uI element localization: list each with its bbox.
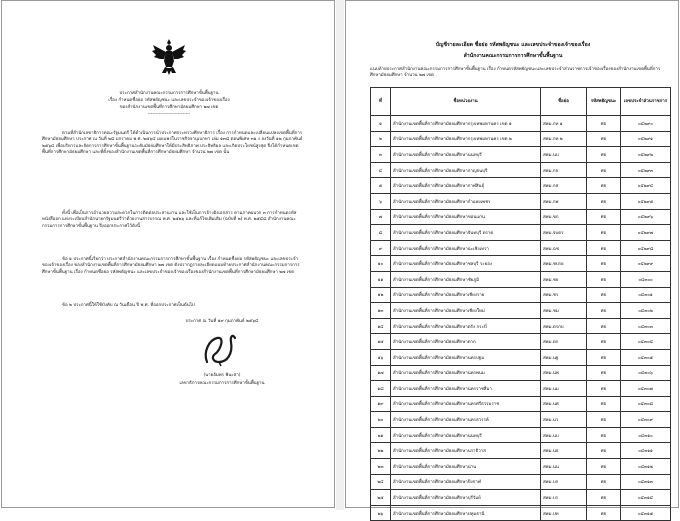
row-number: ๑๔: [371, 318, 391, 334]
abbreviation: สพม.ชม: [541, 303, 587, 319]
letter-code: ศธ: [587, 116, 621, 132]
abbreviation: สพม.นฐ: [541, 349, 587, 365]
abbreviation: สพม.นบ: [541, 427, 587, 443]
row-number: ๒๔: [371, 474, 391, 490]
letter-code: ศธ: [587, 459, 621, 475]
table-row: [371, 178, 671, 194]
letter-code: ศธ: [587, 334, 621, 350]
units-table: [370, 87, 671, 521]
letter-code: ศธ: [587, 256, 621, 272]
header-office-number: เลขประจำส่วนราชการ: [621, 88, 671, 116]
office-number: ๐๔๓๑๕: [621, 505, 671, 521]
unit-name: สำนักงานเขตพื้นที่การศึกษามัธยมศึกษาเชียงราย: [391, 287, 541, 303]
letter-code: ศธ: [587, 474, 621, 490]
header-letter-code: รหัสพยัญชนะ: [587, 88, 621, 116]
table-row: [371, 287, 671, 303]
table-row: [371, 131, 671, 147]
table-row: [371, 349, 671, 365]
abbreviation: สพม.บร: [541, 490, 587, 506]
table-row: [371, 396, 671, 412]
table-row: [371, 334, 671, 350]
table-row: [371, 505, 671, 521]
office-number: ๐๔๓๑๐: [621, 427, 671, 443]
letter-code: ศธ: [587, 225, 621, 241]
unit-name: สำนักงานเขตพื้นที่การศึกษามัธยมศึกษาบุรีรัมย์: [391, 490, 541, 506]
unit-name: สำนักงานเขตพื้นที่การศึกษามัธยมศึกษาชลบุรี ระยอง: [391, 256, 541, 272]
letter-code: ศธ: [587, 147, 621, 163]
letter-code: ศธ: [587, 209, 621, 225]
row-number: ๗: [371, 209, 391, 225]
abbreviation: สพม.ชบรย: [541, 256, 587, 272]
row-number: ๒๒: [371, 443, 391, 459]
row-number: ๒๕: [371, 490, 391, 506]
unit-name: สำนักงานเขตพื้นที่การศึกษามัธยมศึกษาบึงกาฬ: [391, 474, 541, 490]
table-row: [371, 443, 671, 459]
office-number: ๐๔๒๙๗: [621, 225, 671, 241]
letter-code: ศธ: [587, 193, 621, 209]
table-row: [371, 116, 671, 132]
table-row: [371, 303, 671, 319]
abbreviation: สพม.ขก: [541, 209, 587, 225]
letter-code: ศธ: [587, 271, 621, 287]
unit-name: สำนักงานเขตพื้นที่การศึกษามัธยมศึกษานครศรีธรรมราช: [391, 396, 541, 412]
header-abbrev: ชื่อย่อ: [541, 88, 587, 116]
abbreviation: สพม.ตรกบ: [541, 318, 587, 334]
page-gutter: [336, 0, 344, 510]
office-number: ๐๔๓๑๔: [621, 490, 671, 506]
table-row: [371, 490, 671, 506]
office-number: ๐๔๓๐๓: [621, 318, 671, 334]
table-row: [371, 147, 671, 163]
office-number: ๐๔๒๙๘: [621, 240, 671, 256]
abbreviation: สพม.นน: [541, 459, 587, 475]
row-number: ๙: [371, 240, 391, 256]
row-number: ๖: [371, 193, 391, 209]
letter-code: ศธ: [587, 490, 621, 506]
row-number: ๑๕: [371, 334, 391, 350]
announce-date: ประกาศ ณ วันที่ ๑๙ กุมภาพันธ์ ๒๕๖๔: [185, 319, 259, 324]
signer-title: เลขาธิการคณะกรรมการการศึกษาขั้นพื้นฐาน: [179, 381, 265, 386]
heading-line-2: เรื่อง กำหนดชื่อย่อ รหัสพยัญชนะ และเลขประจำของเจ้าของเรื่อง: [108, 98, 230, 103]
office-number: ๐๔๒๙๐: [621, 116, 671, 132]
abbreviation: สพม.กท ๑: [541, 116, 587, 132]
office-number: ๐๔๓๐๑: [621, 287, 671, 303]
letter-code: ศธ: [587, 287, 621, 303]
abbreviation: สพม.กท ๒: [541, 131, 587, 147]
office-number: ๐๔๓๐๐: [621, 271, 671, 287]
table-row: [371, 412, 671, 428]
letter-code: ศธ: [587, 303, 621, 319]
unit-name: สำนักงานเขตพื้นที่การศึกษามัธยมศึกษาชัยภูมิ: [391, 271, 541, 287]
office-number: ๐๔๓๐๖: [621, 365, 671, 381]
office-number: ๐๔๓๑๒: [621, 459, 671, 475]
table-row: [371, 225, 671, 241]
row-number: ๘: [371, 225, 391, 241]
table-row: [371, 271, 671, 287]
office-number: ๐๔๓๐๕: [621, 349, 671, 365]
abbreviation: สพม.นบ: [541, 147, 587, 163]
row-number: ๓: [371, 147, 391, 163]
letter-code: ศธ: [587, 412, 621, 428]
garuda-emblem-icon: [151, 37, 187, 77]
table-row: [371, 193, 671, 209]
abbreviation: สพม.กส: [541, 178, 587, 194]
letter-code: ศธ: [587, 365, 621, 381]
abbreviation: สพม.ฉช: [541, 240, 587, 256]
detail-list-page: [345, 0, 679, 517]
unit-name: สำนักงานเขตพื้นที่การศึกษามัธยมศึกษาน่าน: [391, 459, 541, 475]
row-number: ๔: [371, 162, 391, 178]
letter-code: ศธ: [587, 131, 621, 147]
letter-code: ศธ: [587, 443, 621, 459]
unit-name: สำนักงานเขตพื้นที่การศึกษามัธยมศึกษาขอนแก่น: [391, 209, 541, 225]
row-number: ๑๗: [371, 365, 391, 381]
office-number: ๐๔๓๐๒: [621, 303, 671, 319]
abbreviation: สพม.นว: [541, 412, 587, 428]
table-row: [371, 474, 671, 490]
paragraph-2: ทั้งนี้ เพื่อเป็นการอำนวยความสะดวกในการติดต่อประสานงาน และใช้เป็นการอ้างอิงเอกสาร ตามภาคผนวก ๓ การกำหนดรหัสหนังสืออก แห่งระเบียบสำนักนายกรัฐมนตรีว่าด้วยงานสารบรรณ พ.ศ. ๒๕๒๖ และที่แก้ไขเพิ่มเติม (ฉบับที่ ๒) พ.ศ. ๒๕๔๘ สำนักงานคณะกรรมการการศึกษาขั้นพื้นฐาน จึงออกประกาศไว้ดังนี้: [42, 211, 297, 229]
unit-name: สำนักงานเขตพื้นที่การศึกษามัธยมศึกษานครราชสีมา: [391, 381, 541, 397]
unit-name: สำนักงานเขตพื้นที่การศึกษามัธยมศึกษานนทบุรี: [391, 427, 541, 443]
paragraph-4: ข้อ ๒ ประกาศนี้ให้ใช้บังคับ ณ วันเดือน ปี พ.ศ. ที่ออกประกาศเป็นต้นไป: [62, 303, 195, 308]
office-number: ๐๔๓๐๔: [621, 334, 671, 350]
table-row: [371, 209, 671, 225]
paragraph-3: ข้อ ๑ ประกาศนี้เรียกว่า ประกาศสำนักงานคณะกรรมการการศึกษาขั้นพื้นฐาน เรื่อง กำหนดชื่อย่อ รหัสพยัญชนะ และเลขประจำของเจ้าของเรื่อง ของสำนักงานเขตพื้นที่การศึกษามัธยมศึกษา ๒๗ เขต ดังปรากฏรายละเอียดแนบท้ายประกาศสำนักงานคณะกรรมการการศึกษาขั้นพื้นฐาน เรื่อง กำหนดชื่อย่อ รหัสพยัญชนะ และเลขประจำของเจ้าของเรื่องของสำนักงานเขตพื้นที่การศึกษามัธยมศึกษา ๒๗ เขต: [42, 257, 300, 275]
table-row: [371, 256, 671, 272]
table-row: [371, 365, 671, 381]
unit-name: สำนักงานเขตพื้นที่การศึกษามัธยมศึกษานครพนม: [391, 365, 541, 381]
list-title-2: สำนักงานคณะกรรมการการศึกษาขั้นพื้นฐาน: [463, 53, 563, 59]
abbreviation: สพม.นศ: [541, 396, 587, 412]
letter-code: ศธ: [587, 178, 621, 194]
table-row: [371, 459, 671, 475]
unit-name: สำนักงานเขตพื้นที่การศึกษามัธยมศึกษานนทบุรี: [391, 147, 541, 163]
abbreviation: สพม.ปท: [541, 505, 587, 521]
office-number: ๐๔๒๙๑: [621, 131, 671, 147]
office-number: ๐๔๒๙๔: [621, 178, 671, 194]
table-row: [371, 162, 671, 178]
row-number: ๒๖: [371, 505, 391, 521]
letter-code: ศธ: [587, 505, 621, 521]
abbreviation: สพม.นม: [541, 381, 587, 397]
office-number: ๐๔๒๙๒: [621, 147, 671, 163]
row-number: ๒๑: [371, 427, 391, 443]
unit-name: สำนักงานเขตพื้นที่การศึกษามัธยมศึกษาตรัง กระบี่: [391, 318, 541, 334]
office-number: ๐๔๓๑๑: [621, 443, 671, 459]
table-row: [371, 381, 671, 397]
heading-line-1: ประกาศสำนักงานคณะกรรมการการศึกษาขั้นพื้นฐาน: [119, 91, 219, 96]
office-number: ๐๔๓๐๗: [621, 381, 671, 397]
office-number: ๐๔๒๙๖: [621, 209, 671, 225]
unit-name: สำนักงานเขตพื้นที่การศึกษามัธยมศึกษากรุงเทพมหานคร เขต ๒: [391, 131, 541, 147]
heading-divider: ---------------------------: [147, 112, 191, 117]
abbreviation: สพม.จบตร: [541, 225, 587, 241]
abbreviation: สพม.บก: [541, 474, 587, 490]
letter-code: ศธ: [587, 381, 621, 397]
row-number: ๑๑: [371, 271, 391, 287]
row-number: ๑๖: [371, 349, 391, 365]
row-number: ๑: [371, 116, 391, 132]
office-number: ๐๔๓๐๙: [621, 412, 671, 428]
letter-code: ศธ: [587, 318, 621, 334]
unit-name: สำนักงานเขตพื้นที่การศึกษามัธยมศึกษากาญจนบุรี: [391, 162, 541, 178]
unit-name: สำนักงานเขตพื้นที่การศึกษามัธยมศึกษากรุงเทพมหานคร เขต ๑: [391, 116, 541, 132]
row-number: ๑๒: [371, 287, 391, 303]
abbreviation: สพม.ชร: [541, 287, 587, 303]
table-row: [371, 318, 671, 334]
row-number: ๑๓: [371, 303, 391, 319]
table-header-row: [371, 88, 671, 116]
row-number: ๕: [371, 178, 391, 194]
abbreviation: สพม.กพ: [541, 193, 587, 209]
office-number: ๐๔๒๙๓: [621, 162, 671, 178]
letter-code: ศธ: [587, 349, 621, 365]
row-number: ๒: [371, 131, 391, 147]
row-number: ๑๘: [371, 381, 391, 397]
signer-name: (นายอัมพร พินะสา): [203, 373, 241, 378]
unit-name: สำนักงานเขตพื้นที่การศึกษามัธยมศึกษานครสวรรค์: [391, 412, 541, 428]
signature-icon: [199, 332, 239, 368]
abbreviation: สพม.นธ: [541, 443, 587, 459]
unit-name: สำนักงานเขตพื้นที่การศึกษามัธยมศึกษานราธิวาส: [391, 443, 541, 459]
table-row: [371, 427, 671, 443]
announcement-page: [1, 0, 335, 508]
row-number: ๑๙: [371, 396, 391, 412]
abbreviation: สพม.กจ: [541, 162, 587, 178]
row-number: ๑๐: [371, 256, 391, 272]
unit-name: สำนักงานเขตพื้นที่การศึกษามัธยมศึกษาฉะเชิงเทรา: [391, 240, 541, 256]
unit-name: สำนักงานเขตพื้นที่การศึกษามัธยมศึกษานครปฐม: [391, 349, 541, 365]
row-number: ๒๐: [371, 412, 391, 428]
paragraph-1: ตามที่สำนักเลขาธิการคณะรัฐมนตรี ได้ดำเนินการนำประกาศกระทรวงศึกษาธิการ เรื่อง การกำหนดและเปลี่ยนแปลงเขตพื้นที่การศึกษามัธยมศึกษา ประกาศ ณ วันที่ ๒๘ มกราคม พ.ศ. ๒๕๖๔ เผยแพร่ในราชกิจจานุเบกษา เล่ม ๑๓๘ ตอนพิเศษ ๓๑ ง ลงวันที่ ๑๒ กุมภาพันธ์ ๒๕๖๔ เพื่อบริหารและจัดการการศึกษาขั้นพื้นฐานระดับมัธยมศึกษาให้มีประสิทธิภาพ ประสิทธิผล และเกิดประโยชน์สูงสุด จึงได้กำหนดเขตพื้นที่การศึกษามัธยมศึกษา และที่ตั้งของสำนักงานเขตพื้นที่การศึกษามัธยมศึกษา จำนวน ๒๗ เขต นั้น: [42, 131, 303, 156]
table-row: [371, 240, 671, 256]
letter-code: ศธ: [587, 240, 621, 256]
abbreviation: สพม.นพ: [541, 365, 587, 381]
office-number: ๐๔๓๐๘: [621, 396, 671, 412]
letter-code: ศธ: [587, 427, 621, 443]
office-number: ๐๔๓๑๓: [621, 474, 671, 490]
heading-line-3: ของสำนักงานเขตพื้นที่การศึกษามัธยมศึกษา ๒๗ เขต: [119, 105, 219, 110]
header-unit-name: ชื่อหน่วยงาน: [391, 88, 541, 116]
abbreviation: สพม.ตก: [541, 334, 587, 350]
header-no: ที่: [371, 88, 391, 116]
unit-name: สำนักงานเขตพื้นที่การศึกษามัธยมศึกษาปทุมธานี: [391, 505, 541, 521]
unit-name: สำนักงานเขตพื้นที่การศึกษามัธยมศึกษาตาก: [391, 334, 541, 350]
row-number: ๒๓: [371, 459, 391, 475]
office-number: ๐๔๒๙๙: [621, 256, 671, 272]
office-number: ๐๔๒๙๕: [621, 193, 671, 209]
list-title-1: บัญชีรายละเอียด ชื่อย่อ รหัสพยัญชนะ และเลขประจำของเจ้าของเรื่อง: [435, 42, 591, 48]
unit-name: สำนักงานเขตพื้นที่การศึกษามัธยมศึกษาเชียงใหม่: [391, 303, 541, 319]
unit-name: สำนักงานเขตพื้นที่การศึกษามัธยมศึกษาจันทบุรี ตราด: [391, 225, 541, 241]
list-intro: แนบท้ายประกาศสำนักงานคณะกรรมการการศึกษาขั้นพื้นฐาน เรื่อง กำหนดรหัสพยัญชนะและเลขประจำส่วนราชการเจ้าของเรื่องของสำนักงานเขตพื้นที่การศึกษามัธยมศึกษา จำนวน ๒๗ เขต: [370, 67, 661, 79]
abbreviation: สพม.ชย: [541, 271, 587, 287]
unit-name: สำนักงานเขตพื้นที่การศึกษามัธยมศึกษากำแพงเพชร: [391, 193, 541, 209]
letter-code: ศธ: [587, 396, 621, 412]
unit-name: สำนักงานเขตพื้นที่การศึกษามัธยมศึกษากาฬสินธุ์: [391, 178, 541, 194]
letter-code: ศธ: [587, 162, 621, 178]
